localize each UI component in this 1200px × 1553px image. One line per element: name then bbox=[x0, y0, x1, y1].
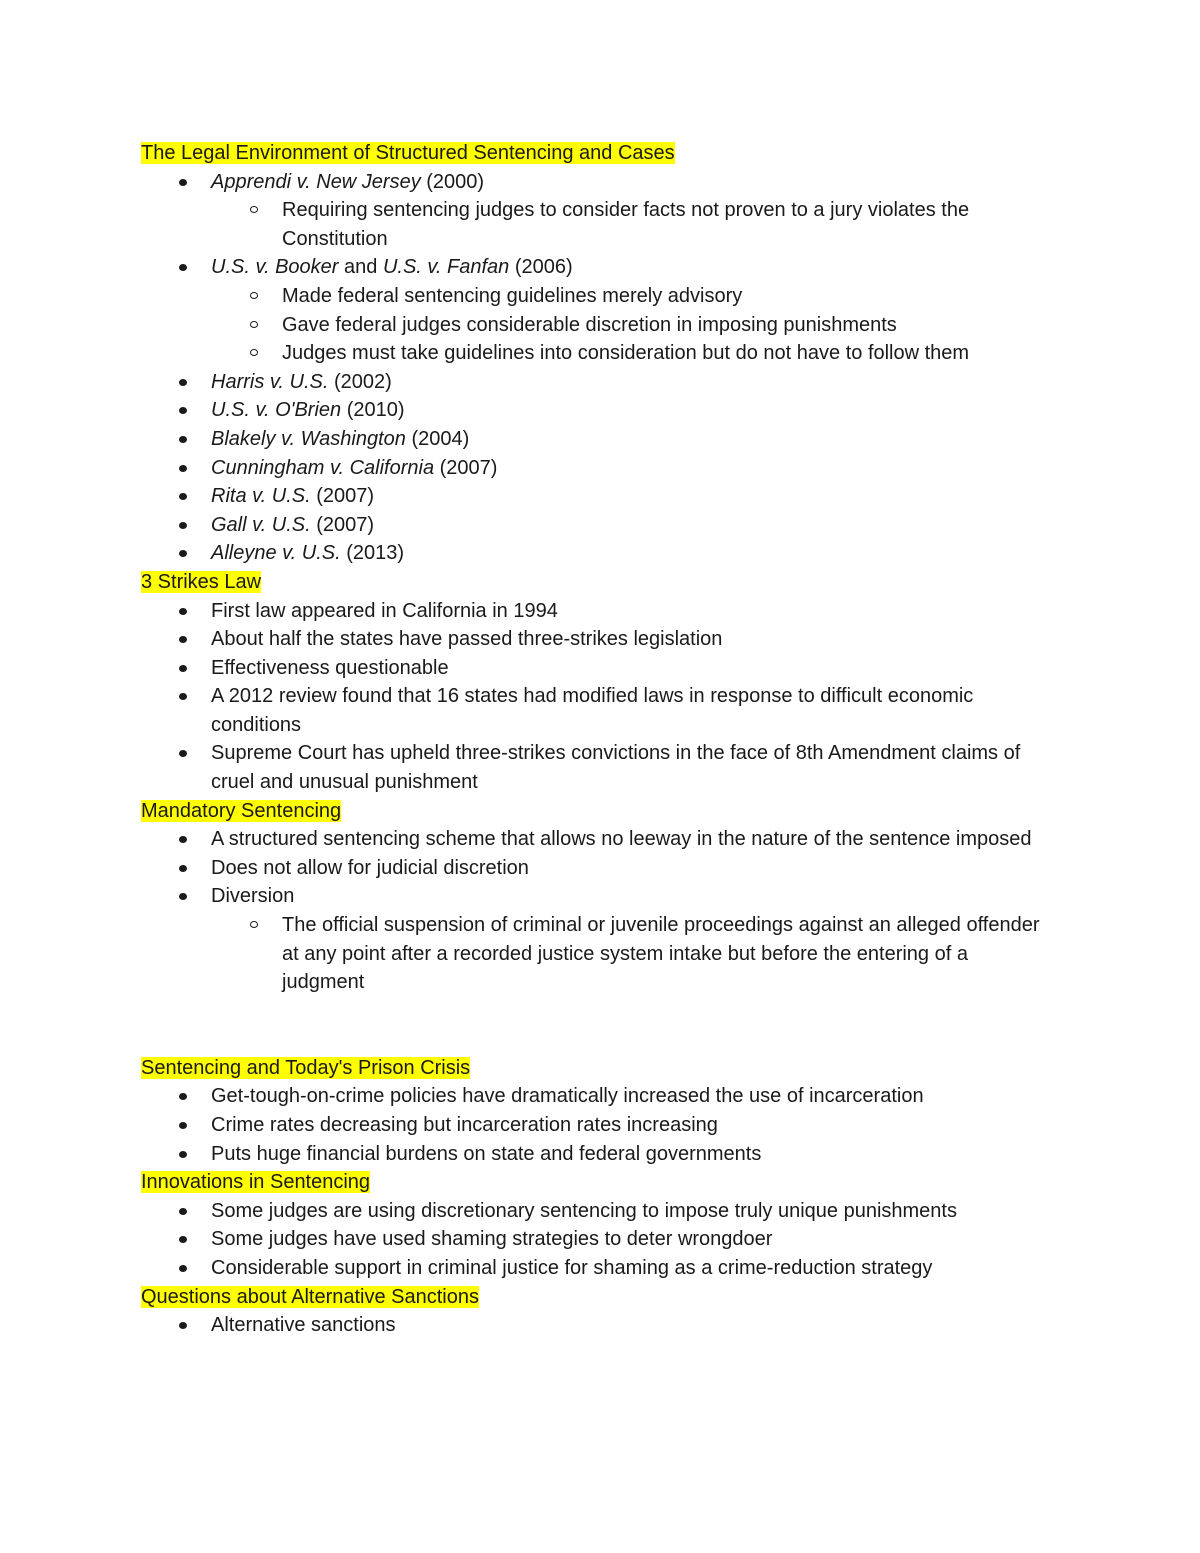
sub-list-item: The official suspension of criminal or juvenile proceedings against an alleged offender at any point after a recorded justice system intake but before the entering of a judgment bbox=[141, 911, 1041, 997]
sub-list-item: Requiring sentencing judges to consider facts not proven to a jury violates the Constitution bbox=[141, 196, 1041, 253]
list-item: Alleyne v. U.S. (2013) bbox=[141, 539, 1041, 568]
bullet-list bbox=[141, 825, 1041, 997]
list-item: Rita v. U.S. (2007) bbox=[141, 482, 1041, 511]
bullet-list bbox=[141, 1311, 1041, 1340]
list-item: Cunningham v. California (2007) bbox=[141, 454, 1041, 483]
list-item: Supreme Court has upheld three-strikes convictions in the face of 8th Amendment claims of cruel and unusual punishment bbox=[141, 739, 1041, 796]
list-item: U.S. v. O'Brien (2010) bbox=[141, 396, 1041, 425]
list-item: Harris v. U.S. (2002) bbox=[141, 368, 1041, 397]
section-heading: Innovations in Sentencing bbox=[141, 1171, 371, 1194]
bullet-list bbox=[141, 597, 1041, 797]
list-item: U.S. v. Booker and U.S. v. Fanfan (2006) bbox=[141, 253, 1041, 282]
list-item: A structured sentencing scheme that allows no leeway in the nature of the sentence imposed bbox=[141, 825, 1041, 854]
sub-list-item: Made federal sentencing guidelines merely advisory bbox=[141, 282, 1041, 311]
list-item: Get-tough-on-crime policies have dramatically increased the use of incarceration bbox=[141, 1082, 1041, 1111]
list-item: Apprendi v. New Jersey (2000) bbox=[141, 168, 1041, 197]
list-item: Alternative sanctions bbox=[141, 1311, 1041, 1340]
list-item: First law appeared in California in 1994 bbox=[141, 597, 1041, 626]
list-item: Blakely v. Washington (2004) bbox=[141, 425, 1041, 454]
section-heading: 3 Strikes Law bbox=[141, 570, 262, 593]
list-item: About half the states have passed three-strikes legislation bbox=[141, 625, 1041, 654]
list-item: Crime rates decreasing but incarceration rates increasing bbox=[141, 1111, 1041, 1140]
case-list bbox=[141, 168, 1041, 568]
list-item: Diversion bbox=[141, 882, 1041, 911]
list-item: Does not allow for judicial discretion bbox=[141, 854, 1041, 883]
bullet-list bbox=[141, 1082, 1041, 1168]
bullet-list bbox=[141, 1197, 1041, 1283]
sub-list-item: Judges must take guidelines into consideration but do not have to follow them bbox=[141, 339, 1041, 368]
list-item: Some judges are using discretionary sentencing to impose truly unique punishments bbox=[141, 1197, 1041, 1226]
section-heading: Questions about Alternative Sanctions bbox=[141, 1285, 479, 1308]
list-item: A 2012 review found that 16 states had modified laws in response to difficult economic conditions bbox=[141, 682, 1041, 739]
list-item: Gall v. U.S. (2007) bbox=[141, 511, 1041, 540]
section-heading: Mandatory Sentencing bbox=[141, 799, 342, 822]
list-item: Some judges have used shaming strategies to deter wrongdoer bbox=[141, 1225, 1041, 1254]
list-item: Effectiveness questionable bbox=[141, 654, 1041, 683]
list-item: Puts huge financial burdens on state and federal governments bbox=[141, 1140, 1041, 1169]
section-heading: Sentencing and Today's Prison Crisis bbox=[141, 1056, 471, 1079]
list-item: Considerable support in criminal justice for shaming as a crime-reduction strategy bbox=[141, 1254, 1041, 1283]
document-page bbox=[141, 139, 1041, 1340]
sub-list-item: Gave federal judges considerable discretion in imposing punishments bbox=[141, 311, 1041, 340]
section-heading: The Legal Environment of Structured Sentencing and Cases bbox=[141, 142, 675, 164]
